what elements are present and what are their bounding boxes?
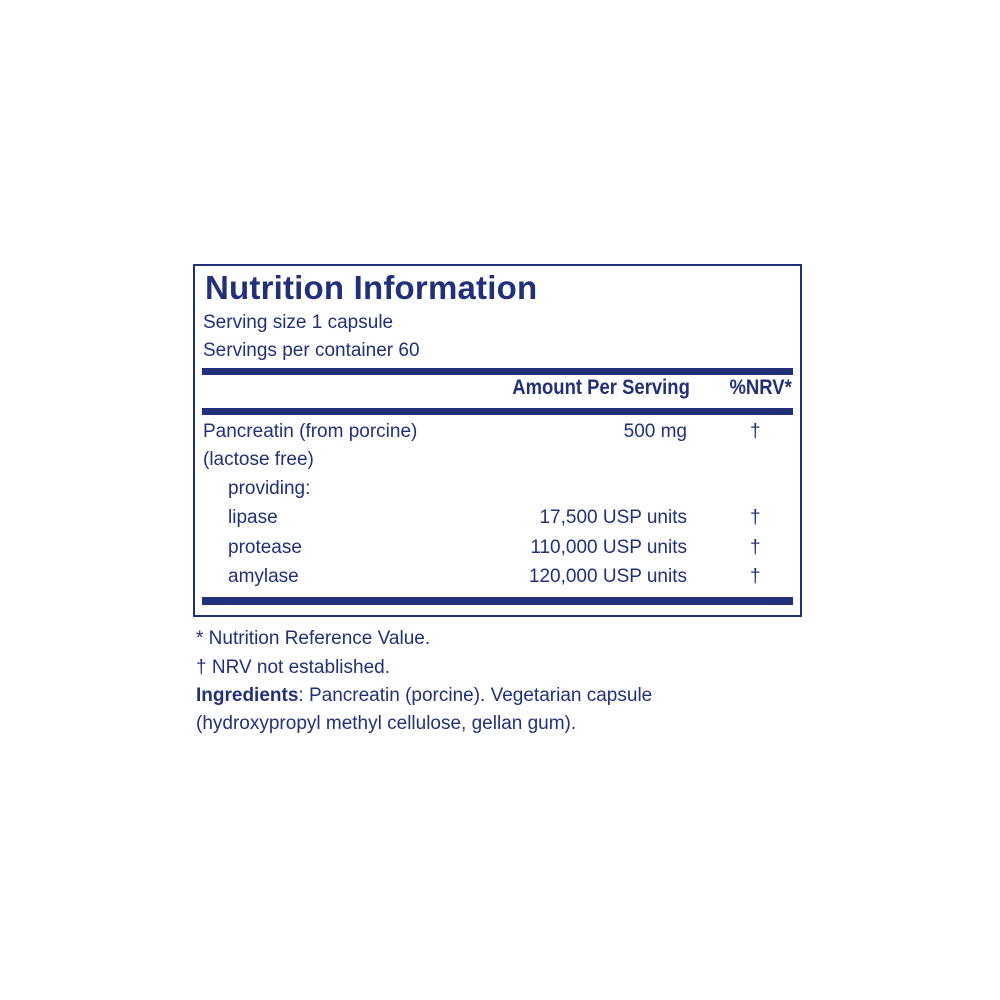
nutrient-nrv: † bbox=[750, 566, 761, 587]
dagger-footnote: † NRV not established. bbox=[196, 657, 390, 678]
ingredients-line-2: (hydroxypropyl methyl cellulose, gellan gum). bbox=[196, 713, 577, 734]
nutrient-amount: 500 mg bbox=[623, 421, 687, 442]
nutrient-nrv: † bbox=[750, 537, 761, 558]
nrv-header: %NRV* bbox=[729, 376, 792, 399]
nutrient-name: Pancreatin (from porcine) bbox=[203, 421, 418, 442]
table-row bbox=[195, 478, 800, 508]
nutrient-nrv: † bbox=[750, 421, 761, 442]
table-row bbox=[195, 566, 800, 596]
nutrient-amount: 110,000 USP units bbox=[530, 537, 687, 558]
table-bottom-bar bbox=[202, 597, 793, 605]
header-top-bar bbox=[202, 368, 793, 375]
nrv-footnote: * Nutrition Reference Value. bbox=[196, 628, 431, 649]
nutrient-name: protease bbox=[228, 537, 302, 558]
ingredients-line bbox=[196, 685, 652, 707]
nutrient-name: (lactose free) bbox=[203, 449, 314, 470]
nutrient-name: providing: bbox=[228, 478, 311, 499]
servings-per-container: Servings per container 60 bbox=[203, 340, 420, 361]
serving-size: Serving size 1 capsule bbox=[203, 312, 394, 333]
amount-per-serving-header: Amount Per Serving bbox=[512, 376, 690, 399]
nutrient-amount: 120,000 USP units bbox=[528, 566, 687, 587]
nutrient-name: lipase bbox=[228, 507, 278, 528]
panel-title: Nutrition Information bbox=[205, 269, 538, 306]
table-row bbox=[195, 449, 800, 479]
nutrition-panel bbox=[193, 264, 802, 617]
ingredients-text: : Pancreatin (porcine). Vegetarian capsule bbox=[298, 685, 653, 706]
nutrient-name: amylase bbox=[228, 566, 299, 587]
nutrient-nrv: † bbox=[750, 507, 761, 528]
table-row bbox=[195, 537, 800, 567]
ingredients-label: Ingredients bbox=[196, 685, 299, 706]
nutrient-amount: 17,500 USP units bbox=[539, 507, 687, 528]
table-row bbox=[195, 507, 800, 537]
header-bottom-bar bbox=[202, 408, 793, 415]
table-row bbox=[195, 421, 800, 451]
